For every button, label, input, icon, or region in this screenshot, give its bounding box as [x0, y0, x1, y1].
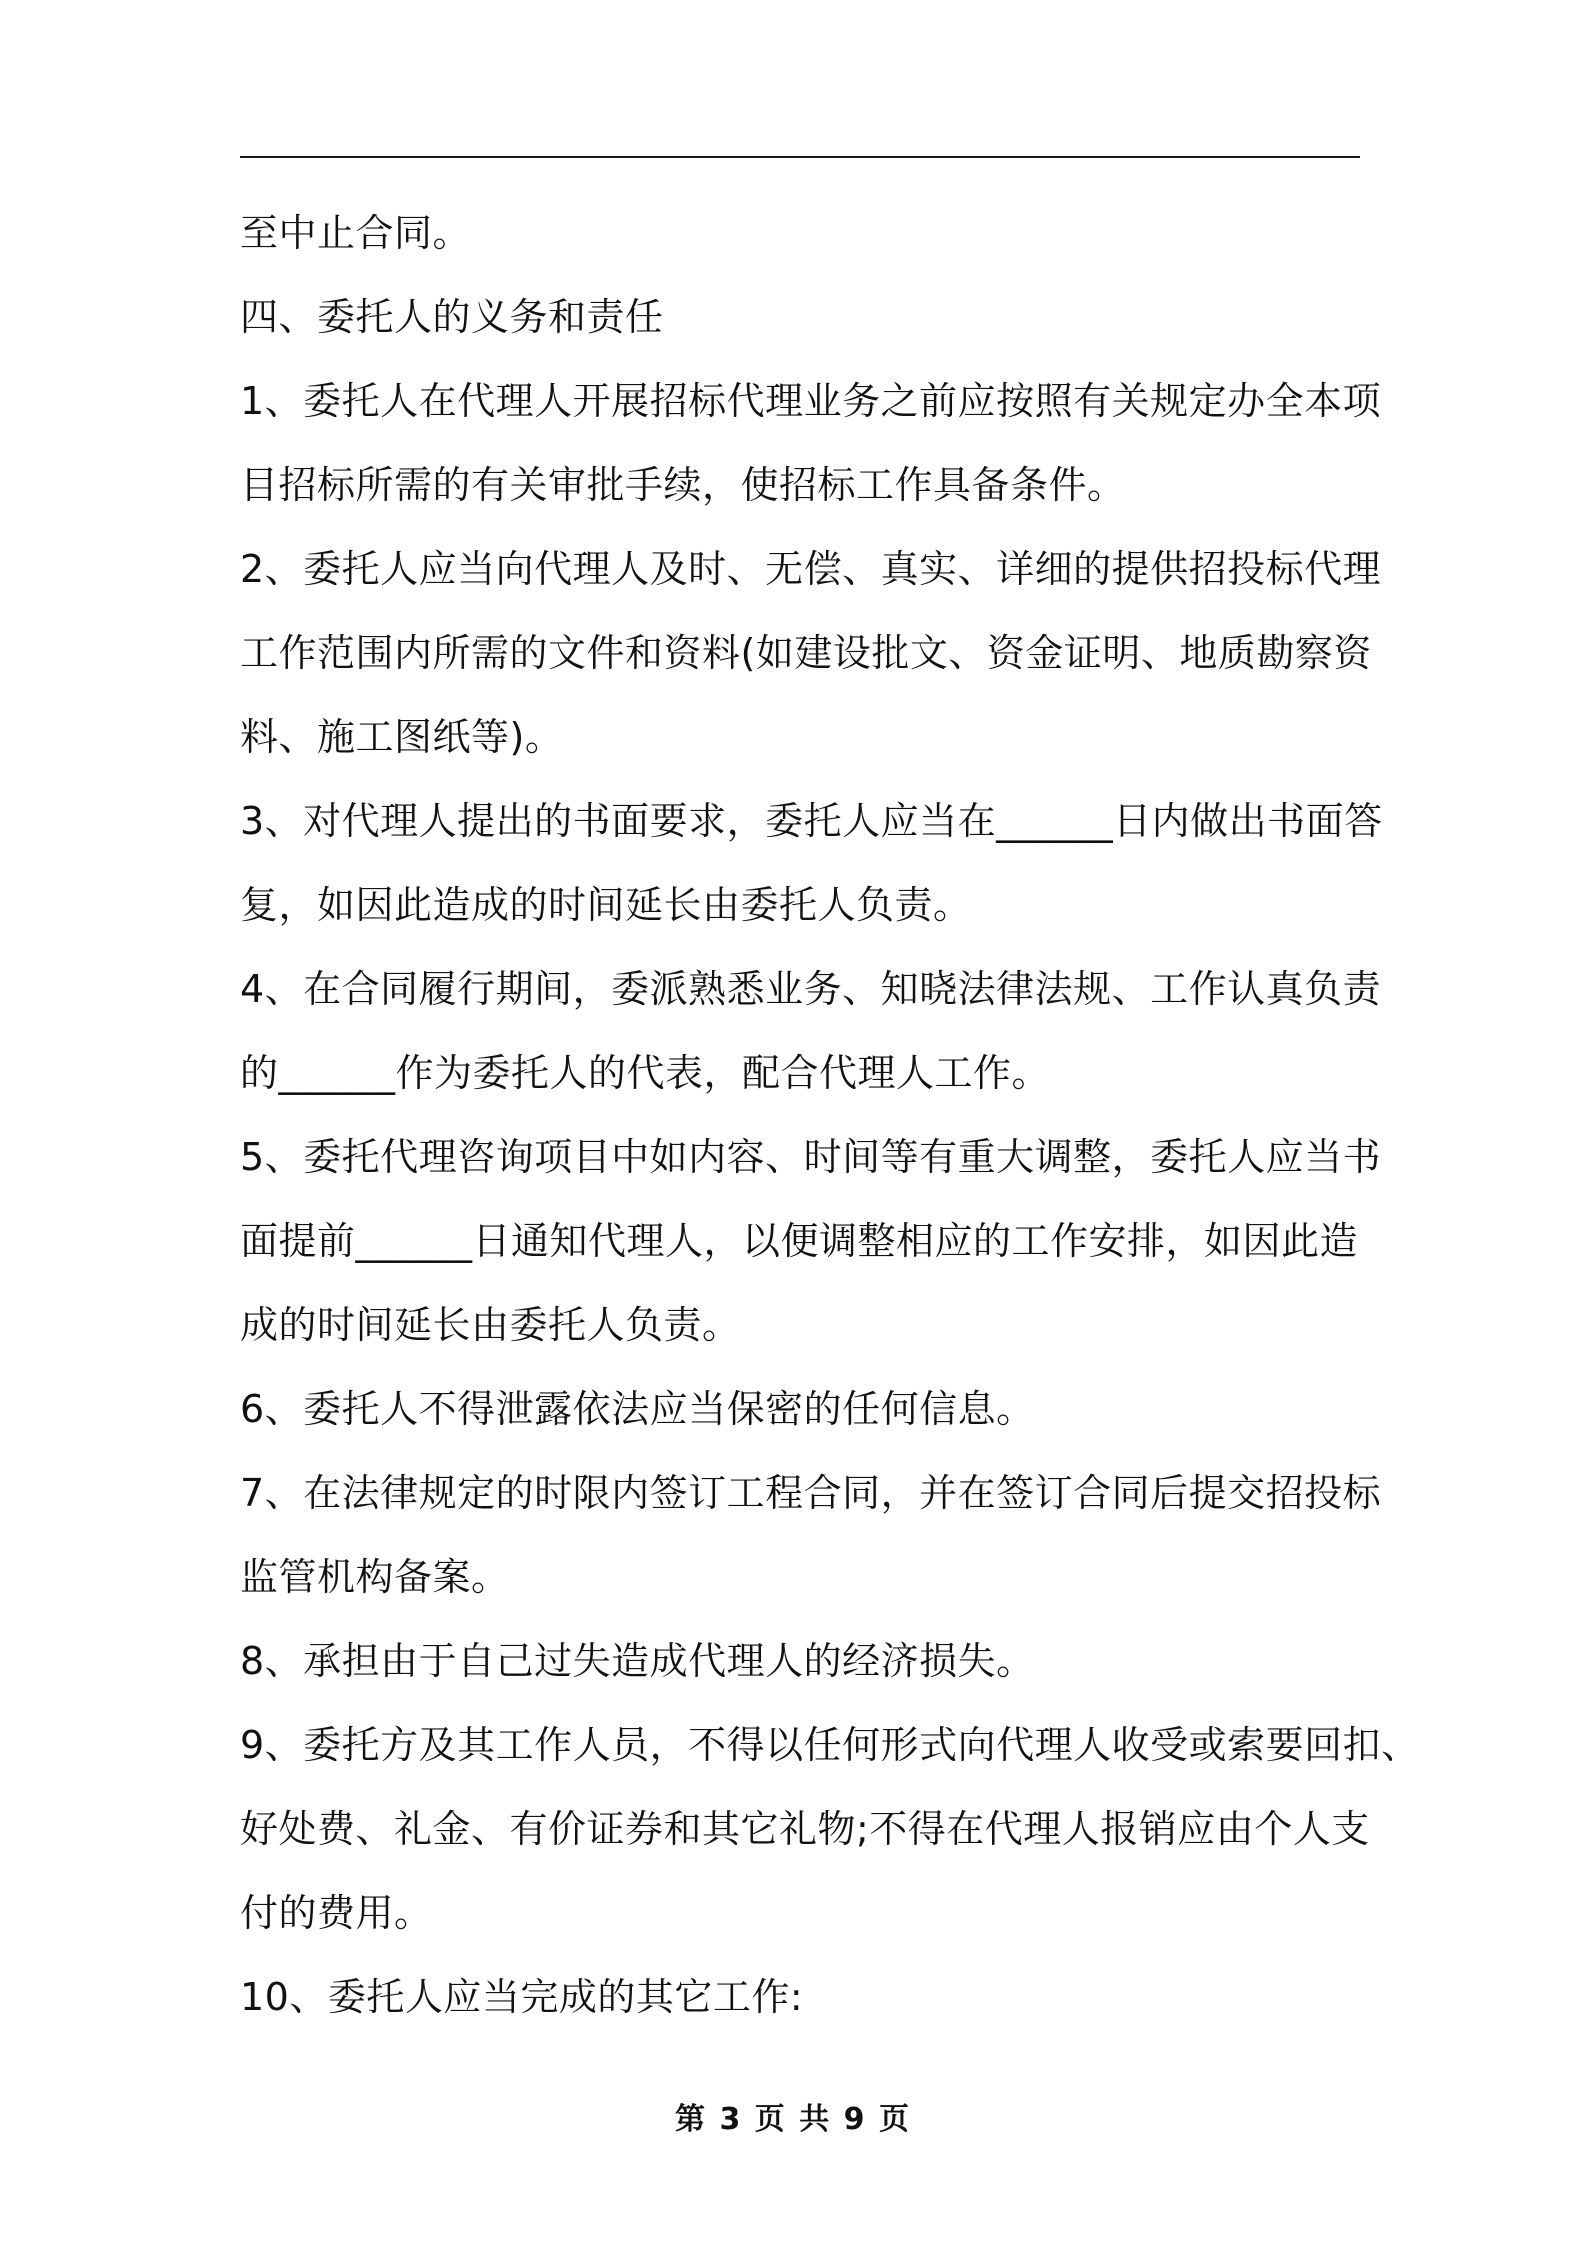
document-body — [240, 191, 1420, 2039]
text-line: 6、委托人不得泄露依法应当保密的任何信息。 — [240, 1387, 1035, 1431]
text-line: 成的时间延长由委托人负责。 — [240, 1303, 741, 1347]
text-line: 工作范围内所需的文件和资料(如建设批文、资金证明、地质勘察资 — [240, 631, 1372, 675]
text-line: 9、委托方及其工作人员，不得以任何形式向代理人收受或索要回扣、 — [240, 1723, 1420, 1767]
page-number-footer: 第 3 页 共 9 页 — [675, 2102, 911, 2137]
text-line: 料、施工图纸等)。 — [240, 715, 564, 759]
text-line: 4、在合同履行期间，委派熟悉业务、知晓法律法规、工作认真负责 — [240, 967, 1382, 1011]
text-line: 面提前______日通知代理人，以便调整相应的工作安排，如因此造 — [240, 1219, 1359, 1263]
text-line: 1、委托人在代理人开展招标代理业务之前应按照有关规定办全本项 — [240, 379, 1382, 423]
text-line: 的______作为委托人的代表，配合代理人工作。 — [240, 1051, 1051, 1095]
text-line: 复，如因此造成的时间延长由委托人负责。 — [240, 883, 972, 927]
text-line: 7、在法律规定的时限内签订工程合同，并在签订合同后提交招投标 — [240, 1471, 1382, 1515]
text-line: 付的费用。 — [240, 1891, 433, 1935]
header-divider — [240, 156, 1360, 158]
text-line: 10、委托人应当完成的其它工作: — [240, 1975, 804, 2019]
text-line: 好处费、礼金、有价证券和其它礼物;不得在代理人报销应由个人支 — [240, 1807, 1370, 1851]
text-line: 2、委托人应当向代理人及时、无偿、真实、详细的提供招投标代理 — [240, 547, 1382, 591]
text-line: 至中止合同。 — [240, 211, 472, 255]
text-line: 监管机构备案。 — [240, 1555, 510, 1599]
section-heading: 四、委托人的义务和责任 — [240, 295, 664, 339]
text-line: 3、对代理人提出的书面要求，委托人应当在______日内做出书面答 — [240, 799, 1383, 843]
text-line: 8、承担由于自己过失造成代理人的经济损失。 — [240, 1639, 1035, 1683]
text-line: 目招标所需的有关审批手续，使招标工作具备条件。 — [240, 463, 1126, 507]
text-line: 5、委托代理咨询项目中如内容、时间等有重大调整，委托人应当书 — [240, 1135, 1382, 1179]
